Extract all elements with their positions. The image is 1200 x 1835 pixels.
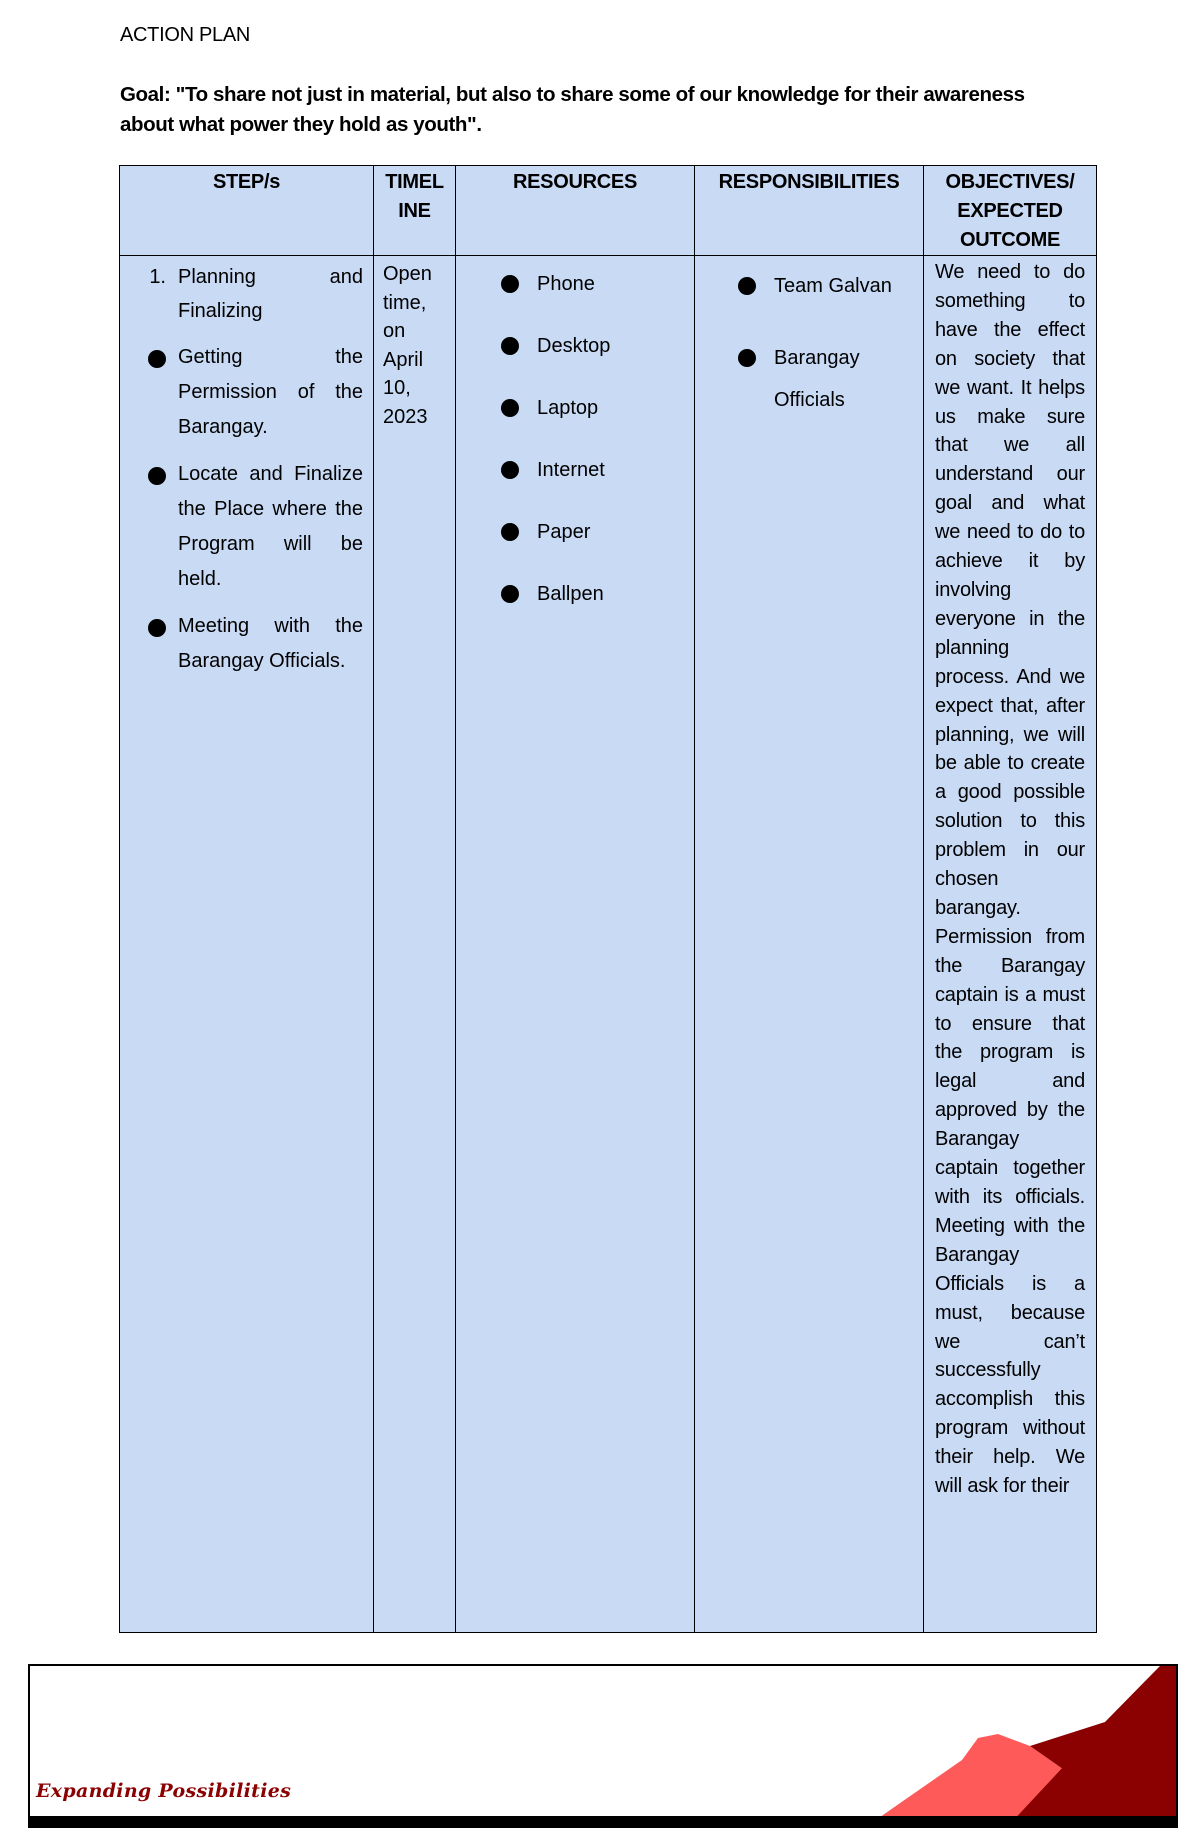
step-bullet-item xyxy=(130,457,363,597)
document-title: ACTION PLAN xyxy=(120,24,251,46)
footer-decoration xyxy=(860,1664,1178,1828)
list-item xyxy=(457,579,685,612)
table-header-row xyxy=(120,166,1097,256)
bullet-icon xyxy=(501,275,519,293)
bullet-icon xyxy=(501,337,519,355)
resource-label: Ballpen xyxy=(537,583,604,605)
step-bullet-text: Getting the Permission of the Barangay. xyxy=(178,346,363,438)
resource-label: Paper xyxy=(537,521,591,543)
table-row xyxy=(120,256,1097,1633)
resources-cell xyxy=(456,256,695,1633)
footer-slogan: Expanding Possibilities xyxy=(36,1780,292,1802)
action-plan-table xyxy=(119,165,1097,1633)
bullet-icon xyxy=(501,461,519,479)
resource-label: Internet xyxy=(537,459,605,481)
objective-text: We need to do something to have the effect on society that we want. It helps us make sure that we all understand our goal and what we need to do to achieve it by involving everyone in the planning process. And we expect that, after planning, we will be able to create a good possible solution to this problem in our chosen barangay. Permission from the Barangay captain is a must to ensure that the program is legal and approved by the Barangay captain together with its officials. Meeting with the Barangay Officials is a must, because we can’t successfully accomplish this program without their help. We will ask for their xyxy=(935,261,1085,1498)
step-bullet-item xyxy=(130,340,363,445)
list-item xyxy=(696,337,914,421)
resource-label: Desktop xyxy=(537,335,611,357)
bullet-icon xyxy=(738,349,756,367)
header-steps: STEP/s xyxy=(120,166,374,256)
header-timeline-label: TIMEL INE xyxy=(385,171,444,222)
step-bullet-text: Meeting with the Barangay Officials. xyxy=(178,615,363,672)
footer-bar xyxy=(28,1816,1178,1828)
bullet-icon xyxy=(148,619,166,637)
steps-cell xyxy=(120,256,374,1633)
responsibility-label: Barangay Officials xyxy=(774,347,860,411)
header-responsibilities: RESPONSIBILITIES xyxy=(695,166,924,256)
resource-label: Phone xyxy=(537,273,595,295)
step-bullet-text: Locate and Finalize the Place where the Program will be held. xyxy=(178,463,363,590)
list-item xyxy=(457,393,685,426)
list-item xyxy=(457,331,685,364)
step-bullet-item xyxy=(130,609,363,679)
step-item xyxy=(130,260,363,328)
bullet-icon xyxy=(501,585,519,603)
timeline-cell: Open time, on April 10, 2023 xyxy=(374,256,456,1633)
header-timeline xyxy=(374,166,456,256)
bullet-icon xyxy=(148,467,166,485)
responsibility-label: Team Galvan xyxy=(774,275,892,297)
header-objectives: OBJECTIVES/ EXPECTED OUTCOME xyxy=(924,166,1097,256)
step-main-text: Planning and Finalizing xyxy=(178,266,363,322)
list-item xyxy=(696,265,914,310)
header-resources: RESOURCES xyxy=(456,166,695,256)
goal-statement: Goal: "To share not just in material, but also to share some of our knowledge for their awareness about what power they hold as youth". xyxy=(120,83,1025,136)
step-number: 1. xyxy=(149,266,166,288)
responsibilities-cell xyxy=(695,256,924,1633)
bullet-icon xyxy=(501,399,519,417)
resources-list xyxy=(457,257,693,612)
list-item xyxy=(457,269,685,302)
responsibilities-list xyxy=(696,257,922,421)
bullet-icon xyxy=(501,523,519,541)
list-item xyxy=(457,455,685,488)
list-item xyxy=(457,517,685,550)
resource-label: Laptop xyxy=(537,397,599,419)
objectives-cell xyxy=(924,256,1097,1633)
bullet-icon xyxy=(148,350,166,368)
bullet-icon xyxy=(738,277,756,295)
